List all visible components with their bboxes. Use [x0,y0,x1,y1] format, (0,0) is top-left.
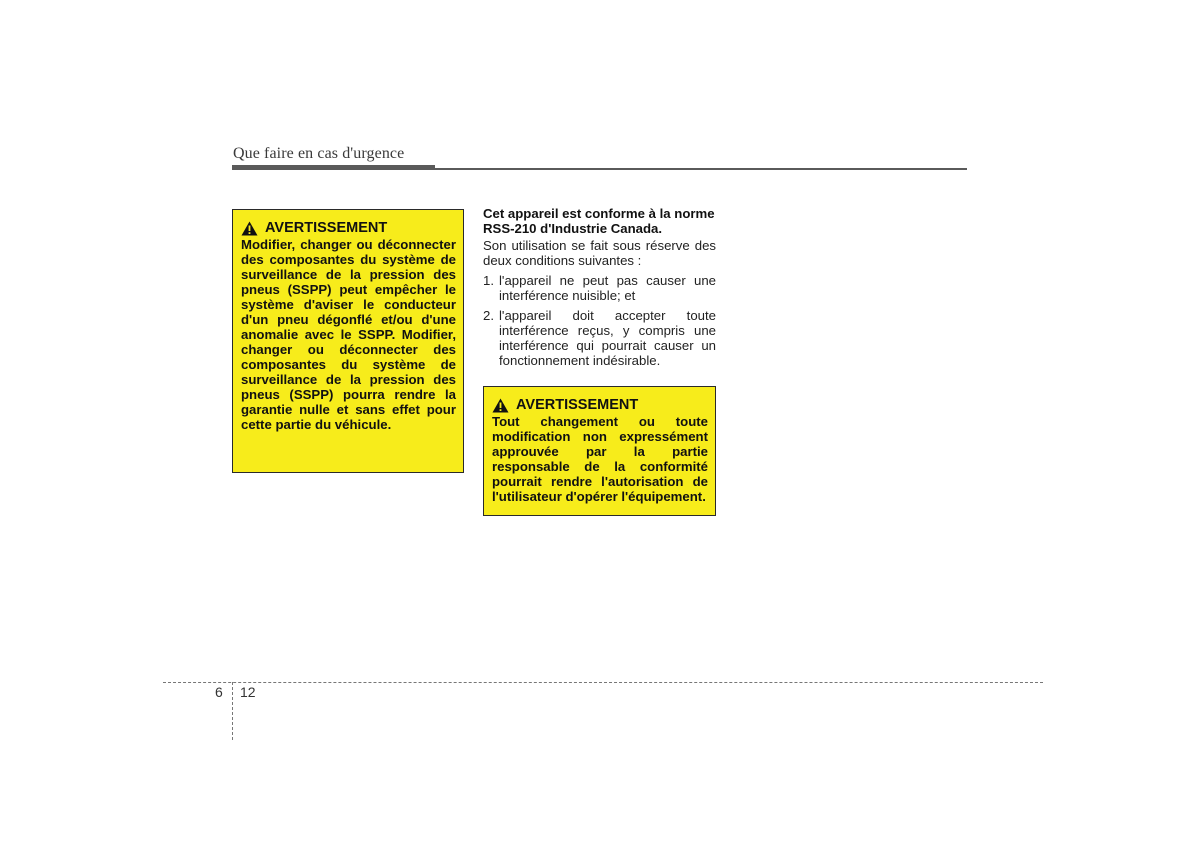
chapter-number: 6 [215,684,223,700]
header-rule-thin [435,168,967,170]
warning-heading-label: AVERTISSEMENT [265,220,388,236]
warning-text: Tout changement ou toute modification non expressément approuvée par la partie responsable de la conformité pourrait rendre l'autorisation de l'utilisateur d'opérer l'équipement. [492,414,708,504]
warning-triangle-icon [241,221,258,236]
warning-heading [241,220,456,237]
list-item-number: 1. [483,273,494,288]
warning-heading [492,397,708,414]
warning-box-modification [483,386,716,516]
footer-dashed-divider [232,682,233,740]
header-rule-thick [232,165,435,170]
list-item [483,308,716,368]
warning-box-sspp [232,209,464,473]
list-item [483,273,716,303]
page-number: 12 [240,684,256,700]
page-title: Que faire en cas d'urgence [233,145,405,162]
compliance-section [483,207,716,373]
footer-dashed-rule [163,682,1043,683]
warning-heading-label: AVERTISSEMENT [516,397,639,413]
list-item-number: 2. [483,308,494,323]
conditions-list [483,273,716,368]
list-item-text: l'appareil ne peut pas causer une interférence nuisible; et [499,273,716,303]
warning-text: Modifier, changer ou déconnecter des composantes du système de surveillance de la pression des pneus (SSPP) peut empêcher le système d'aviser le conducteur d'un pneu dégonflé et/ou d'une anomalie avec le SSPP. Modifier, changer ou déconnecter des composantes du système de surveillance de la pression des pneus (SSPP) pourra rendre la garantie nulle et sans effet pour cette partie du véhicule. [241,237,456,432]
compliance-title: Cet appareil est conforme à la norme RSS-210 d'Industrie Canada. [483,206,715,236]
compliance-intro: Son utilisation se fait sous réserve des deux conditions suivantes : [483,238,716,268]
warning-triangle-icon [492,398,509,413]
list-item-text: l'appareil doit accepter toute interférence reçus, y compris une interférence qui pourrait causer un fonctionnement indésirable. [499,308,716,368]
